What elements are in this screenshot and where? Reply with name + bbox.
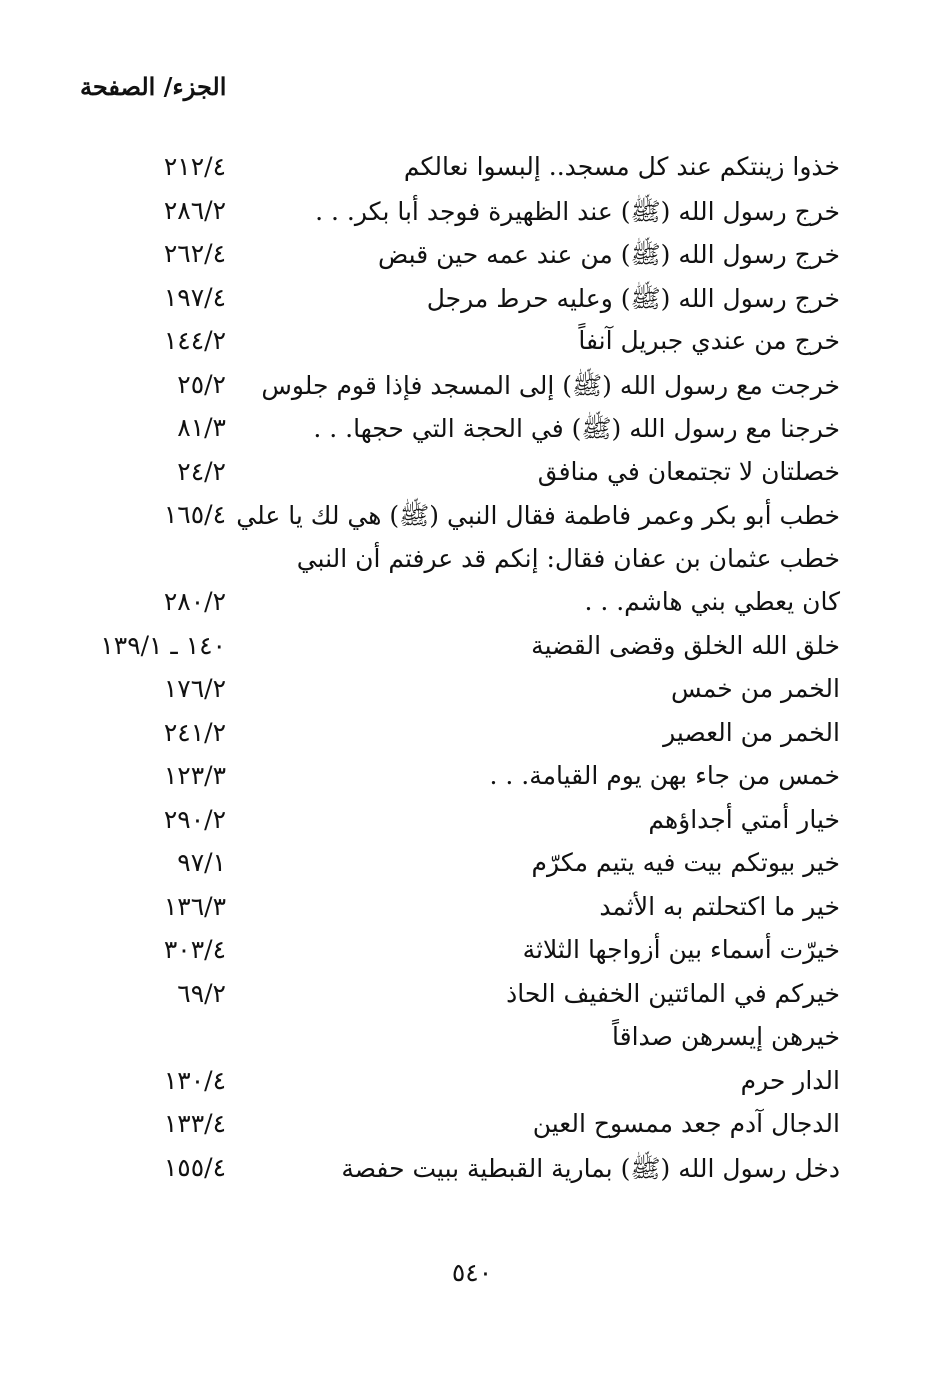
volume-page-ref: ٢٥/٢	[177, 369, 226, 399]
volume-page-ref: ١٧٦/٢	[163, 674, 226, 703]
list-item	[0, 888, 944, 932]
volume-page-ref: ١٣٣/٤	[163, 1109, 226, 1138]
list-item	[0, 670, 944, 714]
list-item	[0, 627, 944, 671]
hadith-text: خرجنا مع رسول الله (ﷺ) في الحجة التي حجها. . .	[313, 414, 840, 443]
volume-page-ref: ٦٩/٢	[177, 978, 226, 1008]
list-item	[0, 714, 944, 758]
volume-page-ref: ٢٦٢/٤	[163, 239, 226, 268]
hadith-text: خصلتان لا تجتمعان في منافق	[537, 456, 840, 486]
volume-page-ref: ٢٨٠/٢	[163, 587, 226, 616]
hadith-text: خذوا زينتكم عند كل مسجد.. إلبسوا نعالكم	[403, 152, 840, 181]
list-item	[0, 931, 944, 975]
list-item	[0, 279, 944, 323]
volume-page-ref: ٢١٢/٤	[163, 152, 226, 181]
hadith-text: خرج رسول الله (ﷺ) عند الظهيرة فوجد أبا بكر. . .	[315, 196, 840, 226]
hadith-text: خرج من عندي جبريل آنفاً	[578, 326, 840, 355]
volume-page-ref: ١٩٧/٤	[163, 282, 226, 312]
list-item	[0, 453, 944, 497]
list-item	[0, 583, 944, 627]
hadith-text: خطب عثمان بن عفان فقال: إنكم قد عرفتم أن النبي	[296, 543, 840, 573]
hadith-text: خمس من جاء بهن يوم القيامة. . .	[489, 761, 840, 790]
hadith-text: الخمر من خمس	[670, 674, 840, 703]
list-item	[0, 409, 944, 453]
list-item	[0, 540, 944, 584]
page-number: ٥٤٠	[451, 1258, 493, 1287]
list-item	[0, 235, 944, 279]
volume-page-ref: ٨١/٣	[177, 413, 226, 442]
hadith-text: الدجال آدم جعد ممسوح العين	[532, 1109, 840, 1138]
volume-page-ref: ١٢٣/٣	[163, 761, 226, 790]
hadith-text: خلق الله الخلق وقضى القضية	[531, 630, 840, 660]
hadith-text: خيركم في المائتين الخفيف الحاذ	[506, 978, 840, 1008]
list-item	[0, 975, 944, 1019]
hadith-text: خيرهن إيسرهن صداقاً	[612, 1022, 840, 1051]
hadith-text: الدار حرم	[740, 1065, 840, 1095]
list-item	[0, 1062, 944, 1106]
volume-page-ref: ١٥٥/٤	[163, 1152, 226, 1182]
list-item	[0, 844, 944, 888]
hadith-text: خير بيوتكم بيت فيه يتيم مكرّم	[531, 848, 840, 877]
hadith-text: خطب أبو بكر وعمر فاطمة فقال النبي (ﷺ) هي لك يا علي	[236, 501, 840, 530]
volume-page-ref: ٢٩٠/٢	[163, 804, 226, 834]
volume-page-ref: ٩٧/١	[177, 848, 226, 877]
hadith-index-list	[0, 148, 944, 1192]
hadith-text: خير ما اكتحلتم به الأثمد	[599, 891, 840, 921]
hadith-text: الخمر من العصير	[663, 717, 840, 747]
list-item	[0, 801, 944, 845]
list-item	[0, 148, 944, 192]
list-item	[0, 1149, 944, 1193]
volume-page-ref: ١٤٤/٢	[163, 326, 226, 355]
column-header: الجزء/ الصفحة	[80, 72, 227, 101]
list-item	[0, 322, 944, 366]
hadith-text: خرج رسول الله (ﷺ) من عند عمه حين قبض	[378, 240, 840, 269]
list-item	[0, 366, 944, 410]
hadith-text: خيرّت أسماء بين أزواجها الثلاثة	[522, 935, 840, 964]
list-item	[0, 192, 944, 236]
volume-page-ref: ١٣٠/٤	[163, 1065, 226, 1095]
hadith-text: خرج رسول الله (ﷺ) وعليه حرط مرجل	[426, 283, 840, 313]
volume-page-ref: ٢٤١/٢	[163, 717, 226, 747]
list-item	[0, 1105, 944, 1149]
hadith-text: دخل رسول الله (ﷺ) بمارية القبطية ببيت حفصة	[341, 1153, 840, 1183]
volume-page-ref: ٣٠٣/٤	[163, 935, 226, 964]
list-item	[0, 1018, 944, 1062]
volume-page-ref: ٢٤/٢	[177, 456, 226, 486]
volume-page-ref: ١٤٠ ـ ١٣٩/١	[100, 630, 226, 660]
list-item	[0, 496, 944, 540]
volume-page-ref: ١٣٦/٣	[163, 891, 226, 921]
hadith-text: كان يعطي بني هاشم. . .	[584, 587, 840, 616]
list-item	[0, 757, 944, 801]
volume-page-ref: ١٦٥/٤	[163, 500, 226, 529]
hadith-text: خيار أمتي أجداؤهم	[648, 804, 840, 834]
volume-page-ref: ٢٨٦/٢	[163, 195, 226, 225]
hadith-text: خرجت مع رسول الله (ﷺ) إلى المسجد فإذا قوم جلوس	[261, 370, 840, 400]
